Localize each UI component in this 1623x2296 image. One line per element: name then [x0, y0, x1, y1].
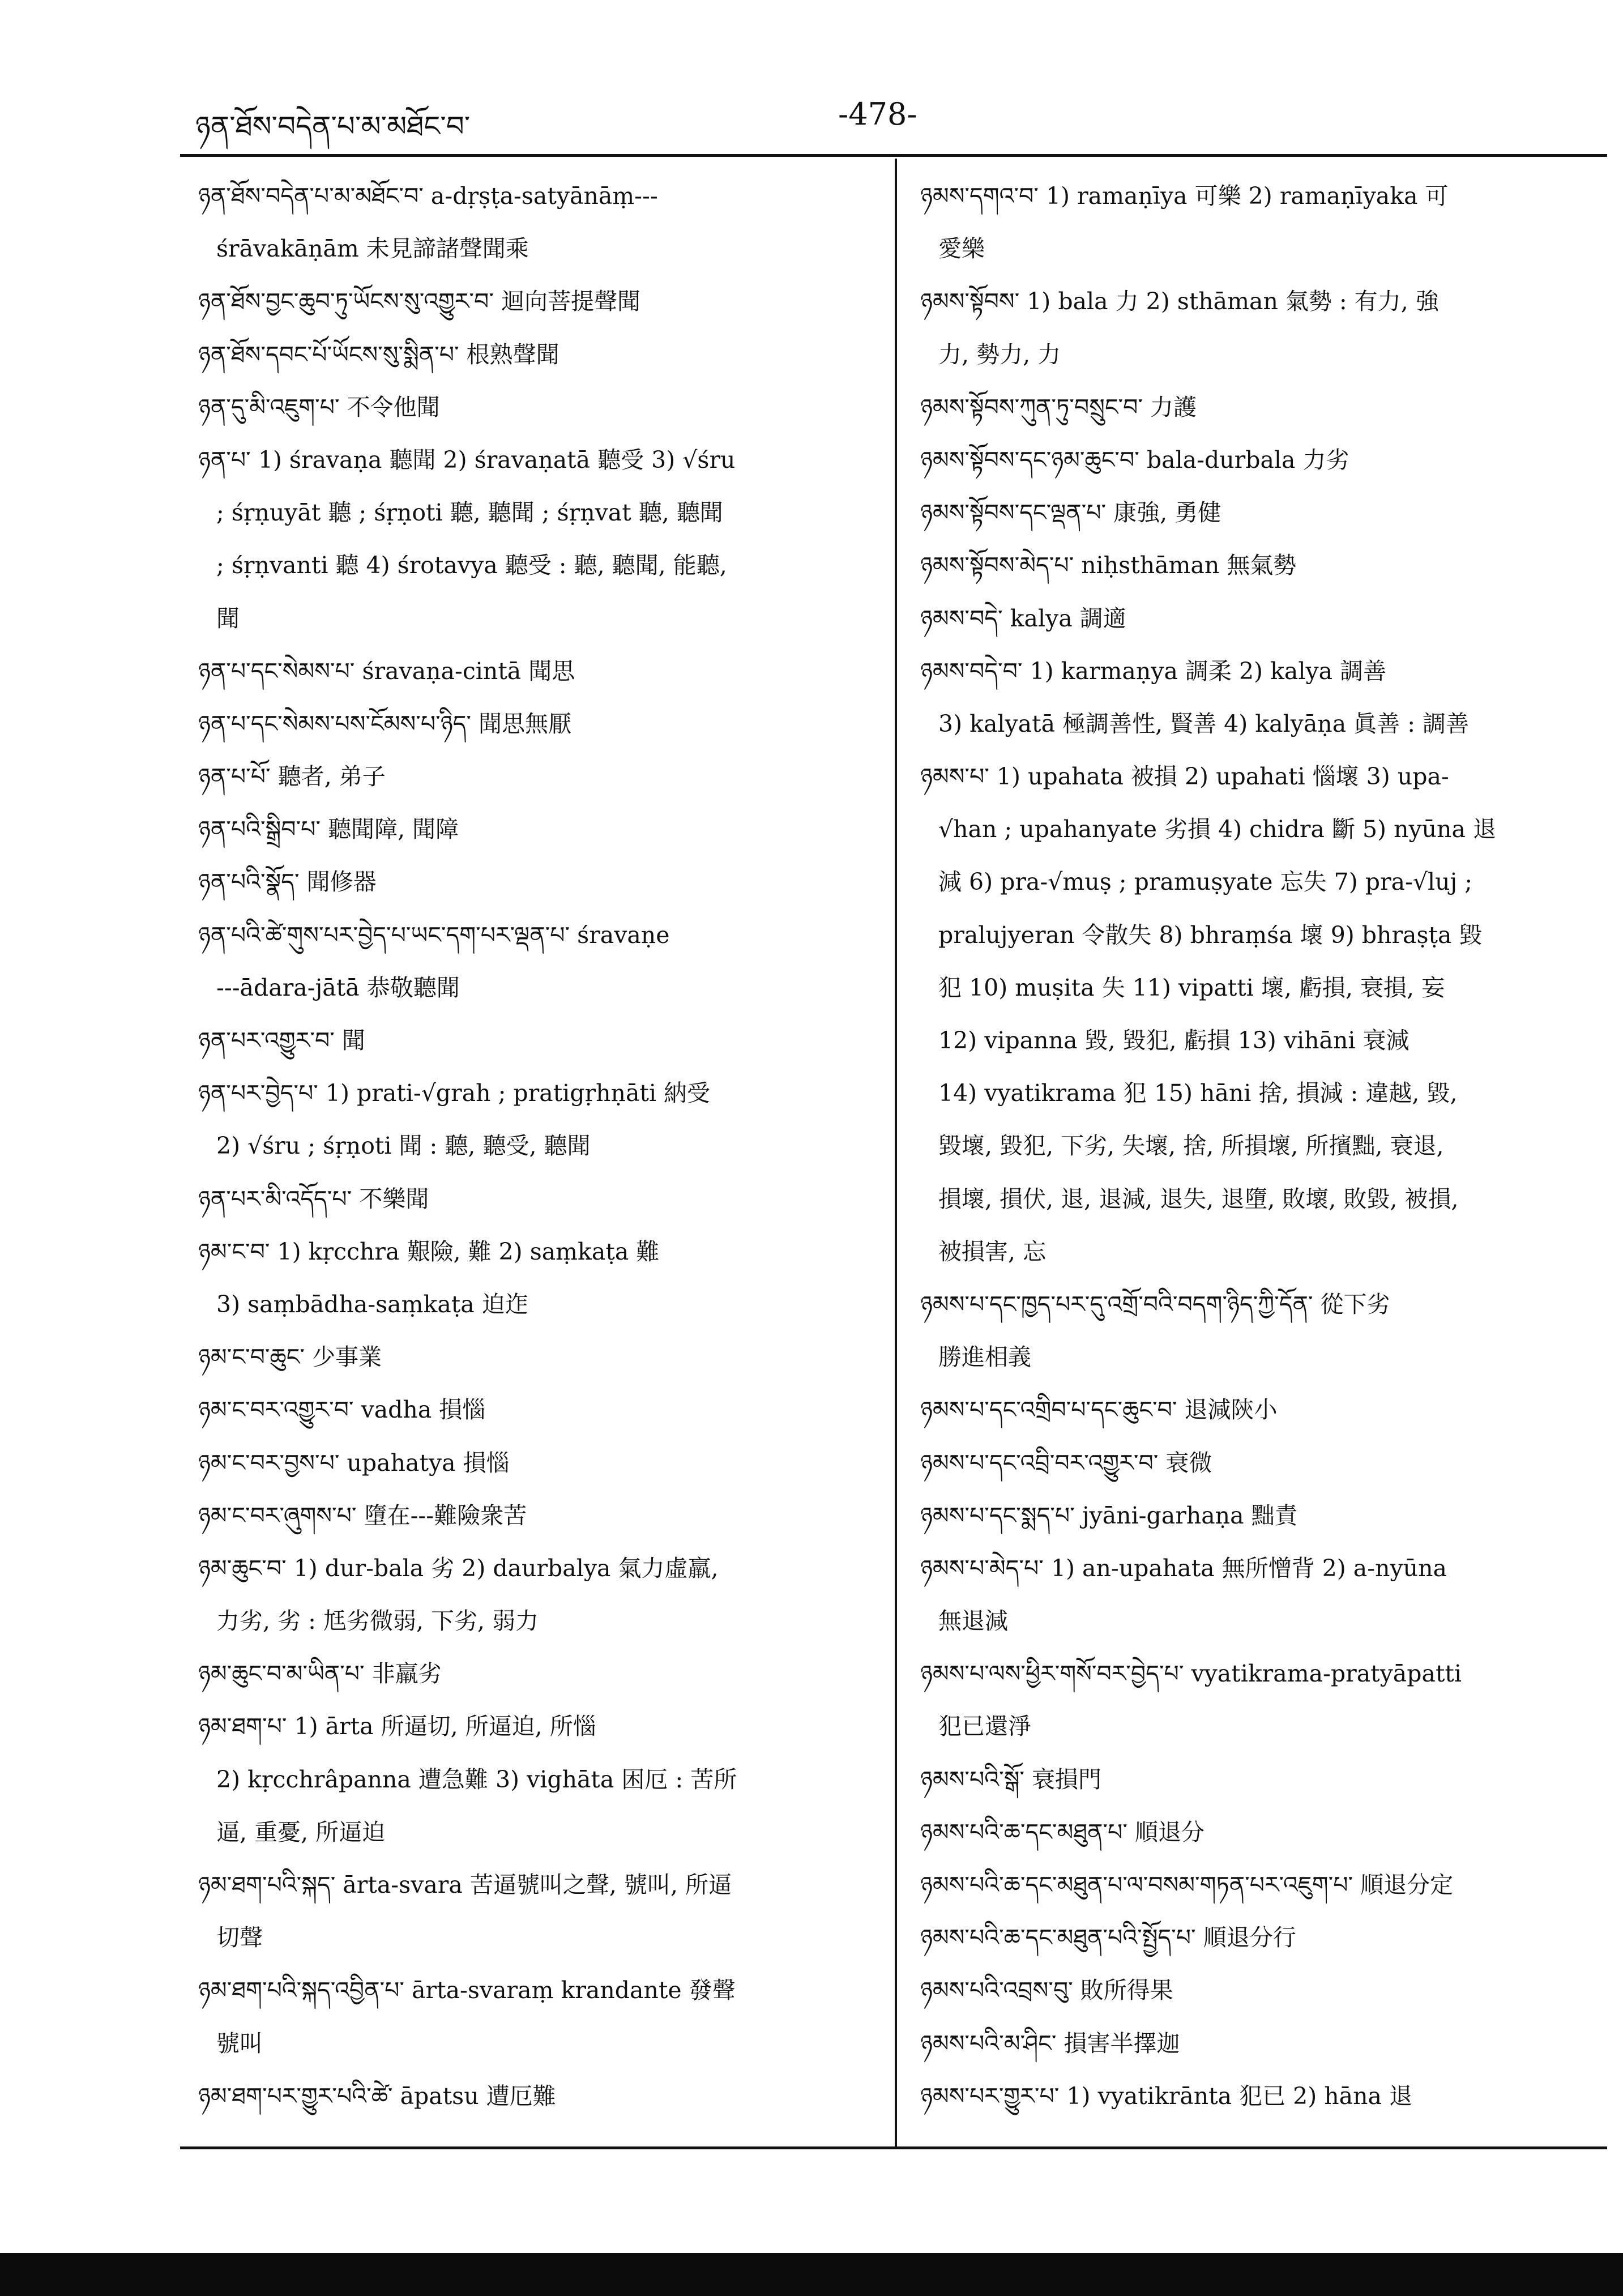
dictionary-entry-line: ཉམས་པ་དང་སྨད་པ་ jyāni-garhaṇa 黜責: [920, 1501, 1298, 1529]
entry-continuation-line: 犯 10) muṣita 失 11) vipatti 壞, 虧損, 衰損, 妄: [938, 974, 1445, 1001]
dictionary-entry-line: ཉན་པ་དང་སེམས་པ་ śravaṇa-cintā 聞思: [198, 657, 575, 685]
entry-continuation-line: 切聲: [216, 1924, 263, 1952]
dictionary-entry-line: ཉམས་བདེ་ kalya 調適: [920, 604, 1126, 632]
column-divider: [895, 159, 897, 2146]
dictionary-entry-line: ཉམས་སྟོབས་ཀུན་ཏུ་བསྲུང་བ་ 力護: [920, 393, 1197, 421]
dictionary-entry-line: ཉན་ཐོས་དབང་པོ་ཡོངས་སུ་སྨིན་པ་ 根熟聲聞: [198, 340, 559, 368]
dictionary-entry-line: ཉམས་པའི་སྒོ་ 衰損門: [920, 1765, 1102, 1793]
entry-continuation-line: ; śṛṇvanti 聽 4) śrotavya 聽受 : 聽, 聽聞, 能聽,: [216, 552, 727, 579]
dictionary-entry-line: ཉམ་ང་བ་ 1) kṛcchra 艱險, 難 2) saṃkaṭa 難: [198, 1237, 660, 1265]
dictionary-entry-line: ཉན་དུ་མི་འཇུག་པ་ 不令他聞: [198, 393, 440, 421]
entry-continuation-line: 14) vyatikrama 犯 15) hāni 捨, 損減 : 違越, 毀,: [938, 1079, 1458, 1107]
entry-continuation-line: ---ādara-jātā 恭敬聽聞: [216, 974, 460, 1001]
dictionary-entry-line: ཉམ་ང་བ་ཆུང་ 少事業: [198, 1343, 382, 1371]
entry-continuation-line: 號叫: [216, 2029, 263, 2057]
dictionary-entry-line: ཉན་པར་འགྱུར་བ་ 聞: [198, 1027, 365, 1054]
page-number: -478-: [838, 96, 917, 132]
dictionary-entry-line: ཉམས་པའི་ཆ་དང་མཐུན་པ་ལ་བསམ་གཏན་པར་འཇུག་པ་ 順退分定: [920, 1871, 1454, 1898]
entry-continuation-line: 勝進相義: [938, 1343, 1031, 1371]
entry-continuation-line: 犯已還淨: [938, 1713, 1031, 1740]
entry-continuation-line: 3) kalyatā 極調善性, 賢善 4) kalyāṇa 眞善 : 調善: [938, 710, 1470, 737]
dictionary-entry-line: ཉམ་ང་བར་ཞུགས་པ་ 墮在---難險衆苦: [198, 1501, 527, 1529]
dictionary-entry-line: ཉམས་པའི་ཆ་དང་མཐུན་པའི་སྤྱོད་པ་ 順退分行: [920, 1924, 1296, 1952]
dictionary-entry-line: ཉམ་ང་བར་འགྱུར་བ་ vadha 損惱: [198, 1396, 486, 1424]
dictionary-entry-line: ཉམ་ཆུང་བ་ 1) dur-bala 劣 2) daurbalya 氣力虛羸,: [198, 1554, 719, 1582]
dictionary-entry-line: ཉན་པར་མི་འདོད་པ་ 不樂聞: [198, 1185, 429, 1213]
entry-continuation-line: ; śṛṇuyāt 聽 ; śṛṇoti 聽, 聽聞 ; śṛṇvat 聽, 聽聞: [216, 499, 723, 527]
entry-continuation-line: 毀壞, 毀犯, 下劣, 失壞, 捨, 所損壞, 所擯黜, 衰退,: [938, 1132, 1444, 1160]
dictionary-entry-line: ཉམས་སྟོབས་དང་ཉམ་ཆུང་བ་ bala-durbala 力劣: [920, 446, 1349, 473]
scan-edge-bar: [0, 2253, 1623, 2296]
dictionary-entry-line: ཉམ་ང་བར་བྱས་པ་ upahatya 損惱: [198, 1449, 510, 1476]
dictionary-entry-line: ཉམས་སྟོབས་དང་ལྡན་པ་ 康強, 勇健: [920, 499, 1221, 527]
entry-continuation-line: 無退減: [938, 1607, 1008, 1635]
bottom-rule: [180, 2146, 1607, 2149]
dictionary-entry-line: ཉམས་པ་ལས་ཕྱིར་གསོ་བར་བྱེད་པ་ vyatikrama-pratyāpatti: [920, 1660, 1462, 1688]
dictionary-entry-line: ཉམས་པ་དང་འགྲིབ་པ་དང་ཆུང་བ་ 退減陝小: [920, 1396, 1278, 1424]
entry-continuation-line: pralujyeran 令散失 8) bhraṃśa 壞 9) bhraṣṭa 毀: [938, 921, 1483, 949]
right-column: [920, 170, 1605, 2141]
dictionary-entry-line: ཉམས་པའི་ཆ་དང་མཐུན་པ་ 順退分: [920, 1818, 1205, 1846]
dictionary-entry-line: ཉམས་པ་མེད་པ་ 1) an-upahata 無所憎背 2) a-nyūna: [920, 1554, 1447, 1582]
entry-continuation-line: 2) kṛcchrâpanna 遭急難 3) vighāta 困厄 : 苦所: [216, 1765, 737, 1793]
top-rule: [180, 154, 1607, 157]
dictionary-entry-line: ཉམས་སྟོབས་མེད་པ་ niḥsthāman 無氣勢: [920, 552, 1297, 579]
dictionary-entry-line: ཉམ་ཆུང་བ་མ་ཡིན་པ་ 非羸劣: [198, 1660, 442, 1688]
dictionary-entry-line: ཉན་པའི་སྒྲིབ་པ་ 聽聞障, 聞障: [198, 816, 459, 843]
entry-continuation-line: 3) saṃbādha-saṃkaṭa 迫迮: [216, 1290, 528, 1318]
dictionary-entry-line: ཉམ་ཐག་པའི་སྐད་འབྱིན་པ་ ārta-svaraṃ krandante 發聲: [198, 1977, 736, 2004]
entry-continuation-line: 損壞, 損伏, 退, 退減, 退失, 退墮, 敗壞, 敗毀, 被損,: [938, 1185, 1459, 1213]
dictionary-entry-line: ཉམ་ཐག་པ་ 1) ārta 所逼切, 所逼迫, 所惱: [198, 1713, 596, 1740]
dictionary-entry-line: ཉམས་པའི་མ་ཤིང་ 損害半擇迦: [920, 2029, 1180, 2057]
dictionary-entry-line: ཉན་པའི་ཚེ་གུས་པར་བྱེད་པ་ཡང་དག་པར་ལྡན་པ་ śravaṇe: [198, 921, 670, 949]
dictionary-entry-line: ཉམ་ཐག་པའི་སྐད་ ārta-svara 苦逼號叫之聲, 號叫, 所逼: [198, 1871, 732, 1898]
running-head-title: ཉན་ཐོས་བདེན་པ་མ་མཐོང་བ་: [195, 110, 471, 143]
entry-continuation-line: 12) vipanna 毀, 毀犯, 虧損 13) vihāni 衰減: [938, 1027, 1410, 1054]
dictionary-entry-line: ཉན་པའི་སྣོད་ 聞修器: [198, 868, 377, 896]
dictionary-entry-line: ཉན་པར་བྱེད་པ་ 1) prati-√grah ; pratigṛhṇāti 納受: [198, 1079, 711, 1107]
dictionary-entry-line: ཉམས་པ་དང་འབྲི་བར་འགྱུར་བ་ 衰微: [920, 1449, 1212, 1476]
dictionary-entry-line: ཉམས་བདེ་བ་ 1) karmaṇya 調柔 2) kalya 調善: [920, 657, 1387, 685]
entry-continuation-line: 力劣, 劣 : 尪劣微弱, 下劣, 弱力: [216, 1607, 539, 1635]
dictionary-entry-line: ཉན་ཐོས་བདེན་པ་མ་མཐོང་བ་ a-dṛṣṭa-satyānāṃ---: [198, 182, 658, 210]
left-column: [198, 170, 883, 2141]
entry-continuation-line: śrāvakāṇām 未見諦諸聲聞乘: [216, 235, 529, 263]
dictionary-entry-line: ཉན་པ་དང་སེམས་པས་ངོམས་པ་ཉིད་ 聞思無厭: [198, 710, 572, 737]
entry-continuation-line: 聞: [216, 604, 240, 632]
dictionary-entry-line: ཉན་པ་ 1) śravaṇa 聽聞 2) śravaṇatā 聽受 3) √śru: [198, 446, 736, 473]
entry-continuation-line: 減 6) pra-√muṣ ; pramuṣyate 忘失 7) pra-√luj ;: [938, 868, 1473, 896]
entry-continuation-line: √han ; upahanyate 劣損 4) chidra 斷 5) nyūna 退: [938, 816, 1496, 843]
dictionary-entry-line: ཉམས་པ་དང་ཁྱད་པར་དུ་འགྲོ་བའི་བདག་ཉིད་ཀྱི་དོན་ 從下劣: [920, 1290, 1390, 1318]
entry-continuation-line: 2) √śru ; śṛṇoti 聞 : 聽, 聽受, 聽聞: [216, 1132, 591, 1160]
entry-continuation-line: 被損害, 忘: [938, 1237, 1047, 1265]
dictionary-entry-line: ཉན་ཐོས་བྱང་ཆུབ་ཏུ་ཡོངས་སུ་འགྱུར་བ་ 迴向菩提聲聞: [198, 288, 640, 315]
entry-continuation-line: 逼, 重憂, 所逼迫: [216, 1818, 386, 1846]
dictionary-entry-line: ཉམས་དགའ་བ་ 1) ramaṇīya 可樂 2) ramaṇīyaka 可: [920, 182, 1449, 210]
entry-continuation-line: 愛樂: [938, 235, 985, 263]
entry-continuation-line: 力, 勢力, 力: [938, 340, 1061, 368]
dictionary-entry-line: ཉམས་སྟོབས་ 1) bala 力 2) sthāman 氣勢 : 有力, 強: [920, 288, 1439, 315]
dictionary-entry-line: ཉམས་པའི་འབྲས་བུ་ 敗所得果: [920, 1977, 1173, 2004]
dictionary-entry-line: ཉམས་པ་ 1) upahata 被損 2) upahati 惱壞 3) upa-: [920, 763, 1449, 791]
dictionary-entry-line: ཉན་པ་པོ་ 聽者, 弟子: [198, 763, 386, 791]
dictionary-entry-line: ཉམ་ཐག་པར་གྱུར་པའི་ཚེ་ āpatsu 遭厄難: [198, 2082, 556, 2110]
dictionary-entry-line: ཉམས་པར་གྱུར་པ་ 1) vyatikrānta 犯已 2) hāna 退: [920, 2082, 1412, 2110]
